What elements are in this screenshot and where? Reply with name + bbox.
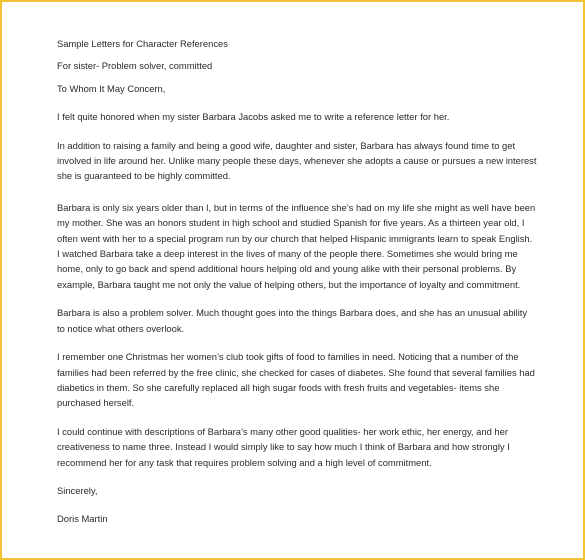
paragraph-influence: Barbara is only six years older than I, but in terms of the influence she’s had on my life she might as well have been my mother. She was an honors student in high school and studied Spanish for five years. As a thirteen year old, I often went with her to a special program run by our church that helped Hispanic immigrants learn to speak English. I watched Barbara take a deep interest in the lives of many of the people there. Sometimes she would bring me home, only to go back and spend additional hours helping old and young alike with their personal problems. By example, Barbara taught me not only the value of helping others, but the importance of loyalty and commitment.: [57, 201, 536, 290]
letter-closing: Sincerely,: [57, 484, 98, 496]
paragraph-problem-solver: Barbara is also a problem solver. Much thought goes into the things Barbara does, and she has an unusual ability to notice what others overlook.: [57, 307, 528, 334]
letter-subheading: For sister- Problem solver, committed: [57, 60, 213, 72]
paragraph-request: I felt quite honored when my sister Barbara Jacobs asked me to write a reference letter for her.: [57, 111, 450, 123]
paragraph-recommendation: I could continue with descriptions of Barbara’s many other good qualities- her work ethic, her energy, and her creativeness to name three. Instead I would simply like to say how much I think of Barbara and how strongly I recommend her for any task that requires problem solving and a high level of commitment.: [57, 425, 510, 468]
letter-salutation: To Whom It May Concern,: [57, 82, 166, 94]
letter-heading: Sample Letters for Character References: [57, 38, 228, 49]
paragraph-christmas: I remember one Christmas her women’s club took gifts of food to families in need. Noticing that a number of the families had been referred by the free clinic, she checked for cases of diabetes. She found that several families had diabetics in them. So she carefully replaced all high sugar foods with fresh fruits and vegetables- items she purchased herself.: [57, 351, 535, 409]
letter-page: [57, 36, 537, 527]
letter-signature: Doris Martin: [57, 513, 108, 525]
paragraph-commitment: In addition to raising a family and being a good wife, daughter and sister, Barbara has always found time to get involved in life around her. Unlike many people these days, whenever she adopts a cause or pursues a new interest she is guaranteed to be highly committed.: [57, 139, 537, 182]
